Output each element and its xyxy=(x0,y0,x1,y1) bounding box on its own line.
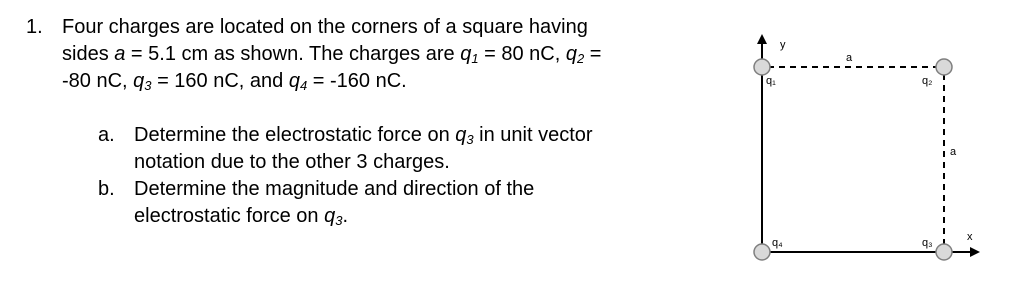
q1-label: q₁ xyxy=(766,75,776,87)
stem-text: = 160 nC, and xyxy=(151,70,289,92)
side-label-top: a xyxy=(846,52,853,64)
part-a-text-line: in unit vector xyxy=(473,124,593,146)
part-a-text-line: Determine the electrostatic force on xyxy=(134,124,456,146)
stem-text: Four charges are located on the corners of a square having xyxy=(62,16,588,38)
charge-q3 xyxy=(936,244,952,260)
q2-label: q₂ xyxy=(922,75,933,87)
part-b-label: b. xyxy=(98,178,115,200)
q3-symbol: $q_3$ xyxy=(324,205,343,228)
q3-symbol: $q_3$ xyxy=(133,70,152,93)
stem-line-3 xyxy=(62,68,722,95)
q2-symbol: $q_2$ xyxy=(565,43,585,66)
part-a-text-line: notation due to the other 3 charges. xyxy=(134,151,450,173)
stem-text: = 5.1 cm as shown. The charges are xyxy=(125,43,461,65)
q4-symbol: $q_4$ xyxy=(288,70,308,93)
q3-label: q₃ xyxy=(922,237,933,249)
part-b-text-line: Determine the magnitude and direction of the xyxy=(134,178,535,200)
charge-q1 xyxy=(754,59,770,75)
q1-symbol: $q_1$ xyxy=(460,43,479,66)
stem-text: = xyxy=(584,43,602,65)
stem-line-1 xyxy=(62,14,722,41)
charge-square-diagram xyxy=(740,30,990,270)
part-a-text xyxy=(134,122,694,176)
y-axis-label: y xyxy=(780,39,786,51)
part-a-label: a. xyxy=(98,124,115,146)
part-b-text xyxy=(134,176,694,230)
q3-symbol: $q_3$ xyxy=(455,124,474,147)
problem-number: 1. xyxy=(26,16,43,38)
part-b-text-line: electrostatic force on xyxy=(134,205,325,227)
x-axis-label: x xyxy=(967,231,973,243)
q4-label: q₄ xyxy=(772,237,783,249)
stem-text: = -160 nC. xyxy=(307,70,407,92)
variable-a: a xyxy=(114,43,126,65)
stem-text: sides xyxy=(62,43,115,65)
side-label-right: a xyxy=(950,146,957,158)
stem-text: -80 nC, xyxy=(62,70,134,92)
charge-q4 xyxy=(754,244,770,260)
problem-stem xyxy=(62,14,722,95)
stem-text: = 80 nC, xyxy=(478,43,566,65)
stem-line-2 xyxy=(62,41,722,68)
part-b-text-line: . xyxy=(342,205,349,227)
charge-q2 xyxy=(936,59,952,75)
